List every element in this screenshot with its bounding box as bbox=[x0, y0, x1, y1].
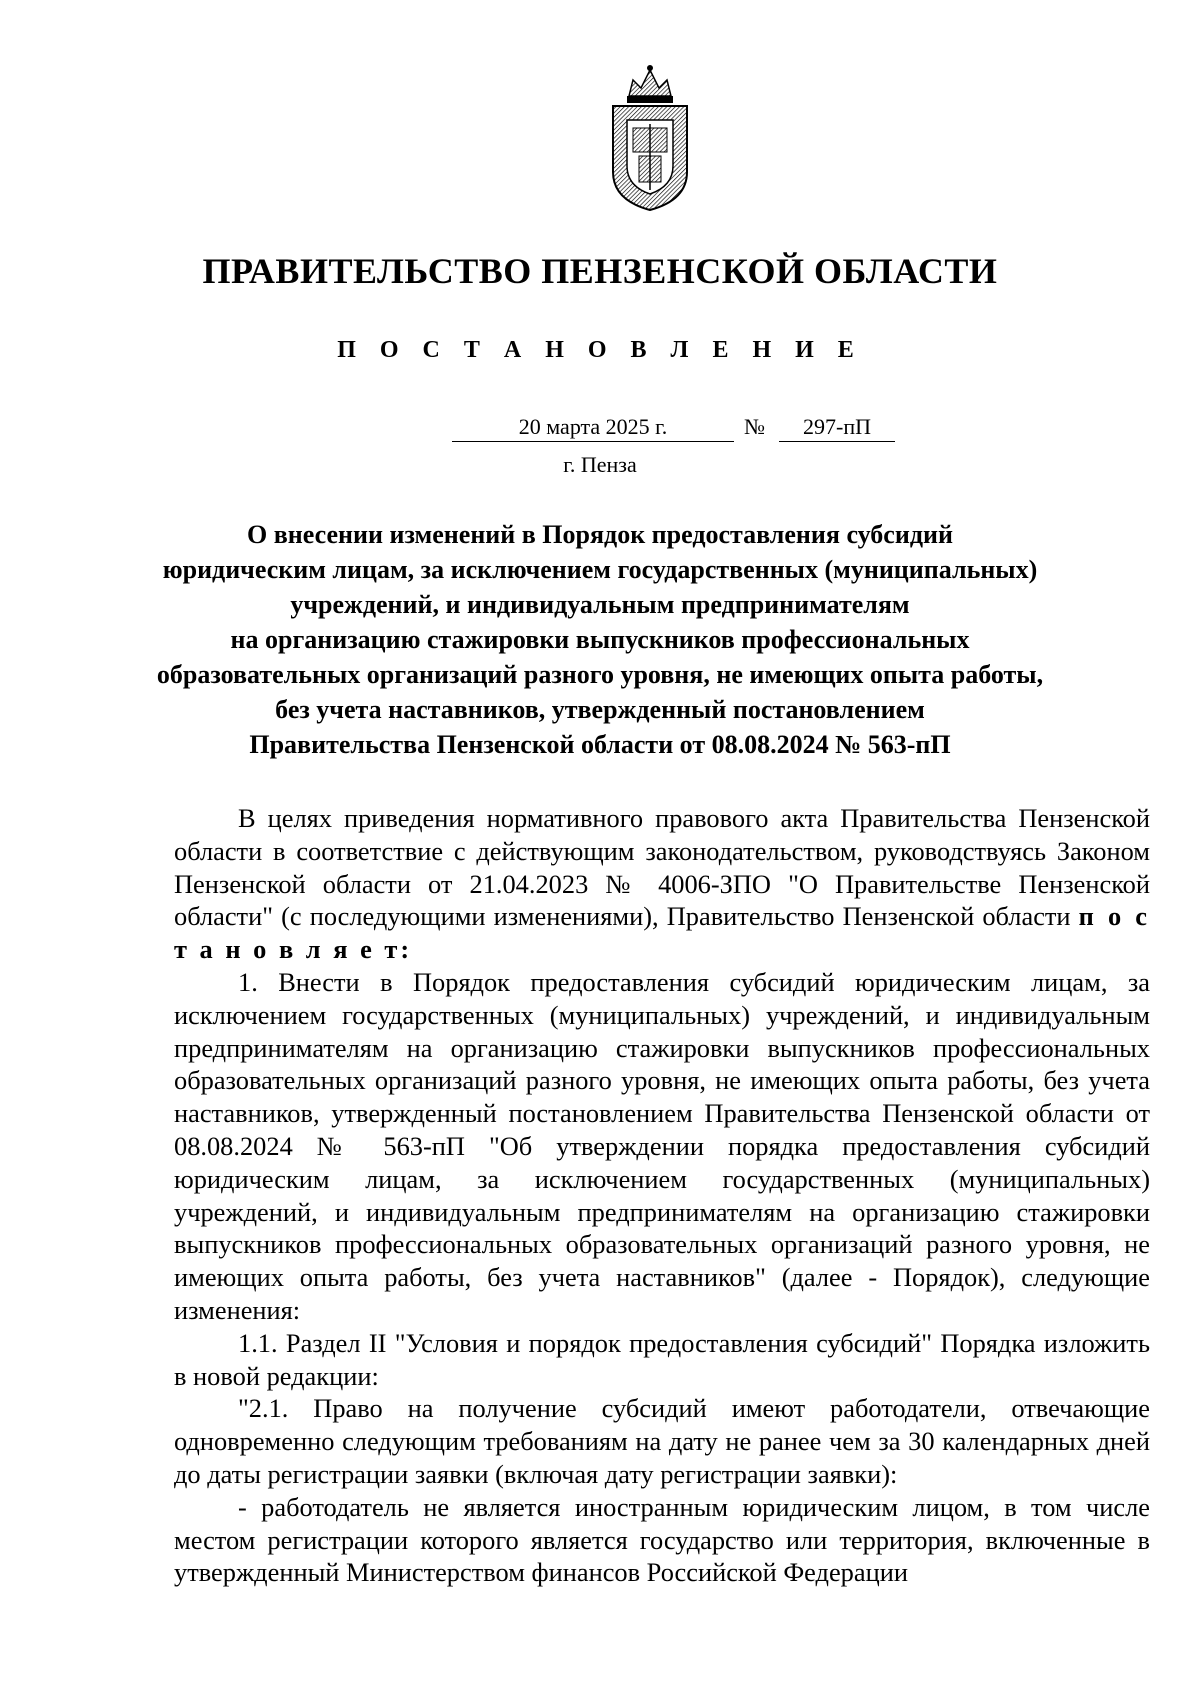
date-number-line bbox=[0, 413, 1200, 447]
decree-word: п о с т а н о в л я е т: bbox=[174, 901, 1150, 965]
subject-line: без учета наставников, утвержденный постановлением bbox=[275, 695, 925, 724]
document-type: П О С Т А Н О В Л Е Н И Е bbox=[337, 337, 863, 363]
number-sign: № bbox=[744, 414, 765, 439]
paragraph-dash-item: - работодатель не является иностранным юридическим лицом, в том числе местом регистрации которого является государство или территория, включенные в утвержденный Министерством финансов Российской Федерации bbox=[174, 1491, 1150, 1588]
document-body bbox=[174, 802, 1150, 1589]
subject-line: на организацию стажировки выпускников профессиональных bbox=[230, 625, 970, 654]
document-subject bbox=[150, 517, 1050, 762]
subject-line: образовательных организаций разного уровня, не имеющих опыта работы, bbox=[156, 660, 1044, 689]
document-date: 20 марта 2025 г. bbox=[452, 413, 734, 442]
coat-of-arms-icon bbox=[605, 62, 695, 212]
document-number: 297-пП bbox=[779, 413, 895, 442]
government-title: ПРАВИТЕЛЬСТВО ПЕНЗЕНСКОЙ ОБЛАСТИ bbox=[202, 251, 998, 291]
document-city: г. Пенза bbox=[563, 452, 637, 477]
subject-line: О внесении изменений в Порядок предоставления субсидий bbox=[247, 520, 953, 549]
paragraph-2-1: "2.1. Право на получение субсидий имеют работодатели, отвечающие одновременно следующим требованиям на дату не ранее чем за 30 календарных дней до даты регистрации заявки (включая дату регистрации заявки): bbox=[174, 1393, 1150, 1489]
subject-line: юридическим лицам, за исключением государственных (муниципальных) bbox=[162, 555, 1038, 584]
subject-line: Правительства Пензенской области от 08.08.2024 № 563-пП bbox=[249, 730, 951, 759]
subject-line: учреждений, и индивидуальным предпринимателям bbox=[290, 590, 910, 619]
paragraph-1-1: 1.1. Раздел II "Условия и порядок предоставления субсидий" Порядка изложить в новой редакции: bbox=[174, 1327, 1150, 1391]
paragraph-1: 1. Внести в Порядок предоставления субсидий юридическим лицам, за исключением государственных (муниципальных) учреждений, и индивидуальным предпринимателям на организацию стажировки выпускников профессиональных образовательных организаций разного уровня, не имеющих опыта работы, без учета наставников, утвержденный постановлением Правительства Пензенской области от 08.08.2024 № 563-пП "Об утверждении порядка предоставления субсидий юридическим лицам, за исключением государственных (муниципальных) учреждений, и индивидуальным предпринимателям на организацию стажировки выпускников профессиональных образовательных организаций разного уровня, не имеющих опыта работы, без учета наставников" (далее - Порядок), следующие изменения: bbox=[174, 966, 1150, 1325]
preamble-text: В целях приведения нормативного правового акта Правительства Пензенской области в соответствие с действующим законодательством, руководствуясь Законом Пензенской области от 21.04.2023 № 4006-ЗПО "О Правительстве Пензенской области" (с последующими изменениями), Правительство Пензенской области bbox=[174, 803, 1150, 932]
preamble-paragraph bbox=[174, 802, 1150, 966]
